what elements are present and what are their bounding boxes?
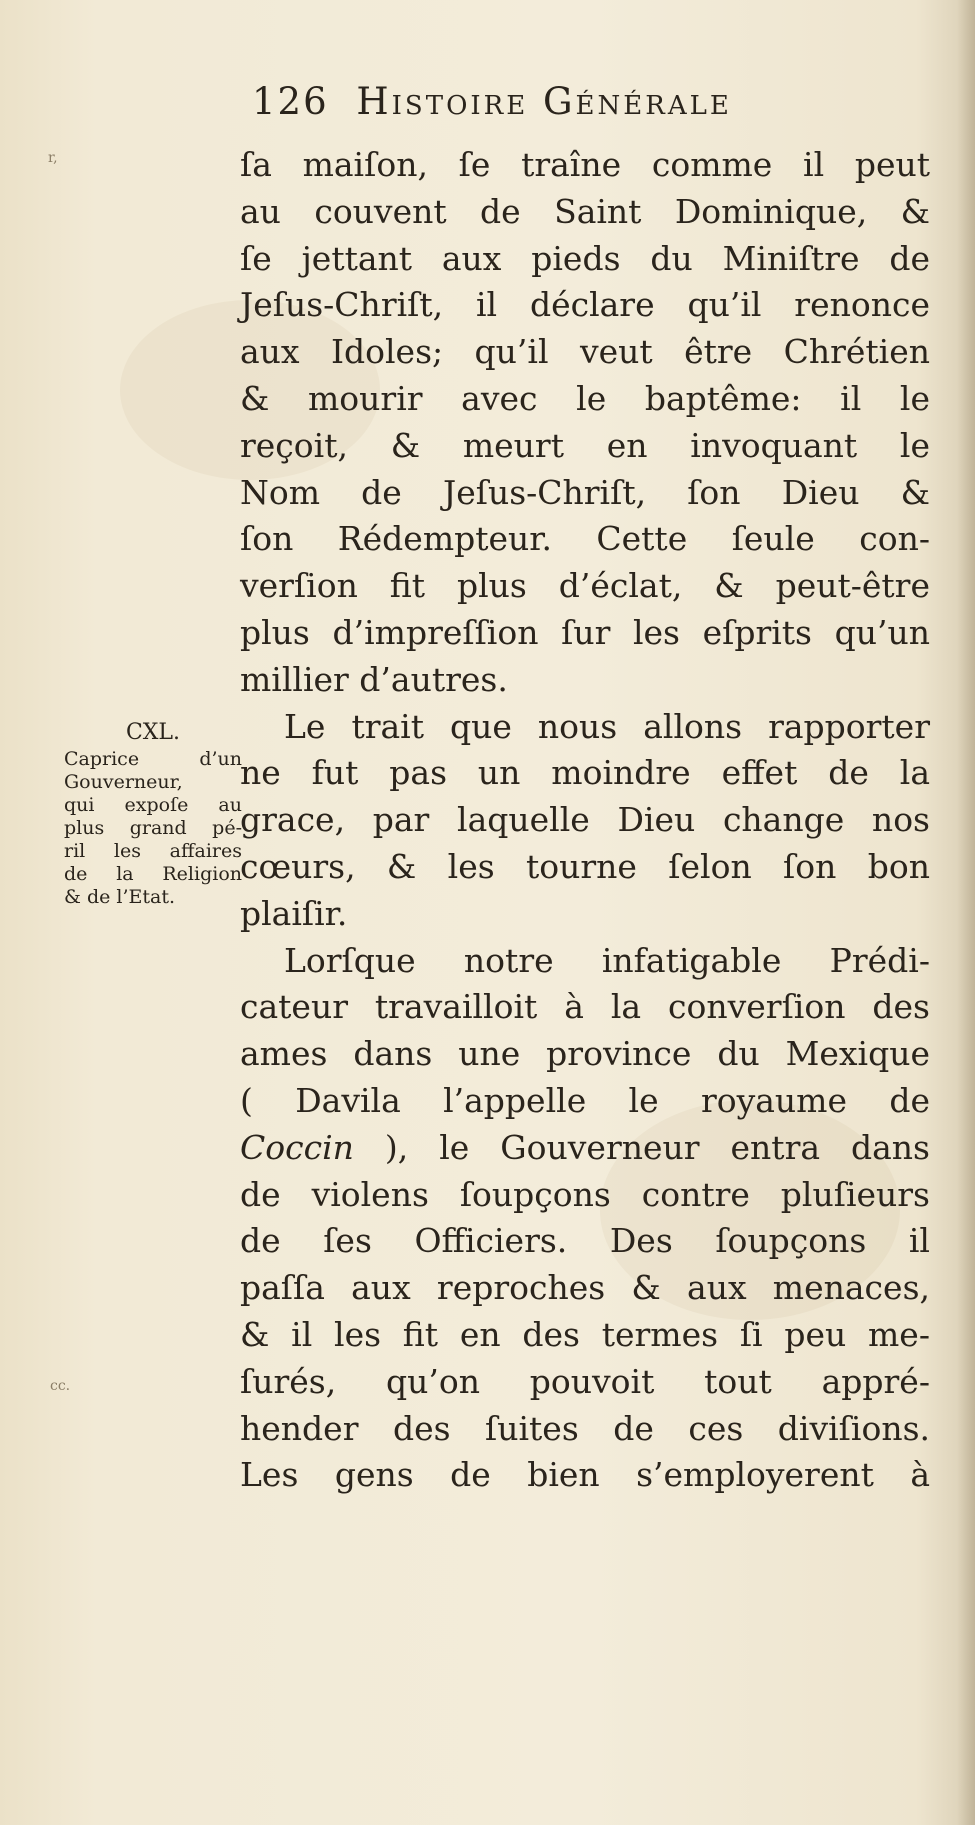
marginal-mark: cc. [50,1378,71,1394]
text-line: & il les fit en des termes ſi peu me- [240,1314,930,1354]
marginal-note-line: & de l’Etat. [64,886,176,908]
text-line: ſe jettant aux pieds du Miniſtre de [240,238,930,278]
marginal-note-line: ril les affaires [64,840,242,862]
marginal-note-line: Gouverneur, [64,771,183,793]
text-line: aux Idoles; qu’il veut être Chrétien [240,332,930,372]
text-line: plus d’impreſſion ſur les eſprits qu’un [240,612,930,652]
running-title: Histoire Générale [356,80,732,123]
text-line: hender des ſuites de ces diviſions. [240,1408,930,1448]
text-line: ſurés, qu’on pouvoit tout appré- [240,1361,930,1401]
page-edge-shadow [957,0,975,1825]
text-line: grace, par laquelle Dieu change nos [240,800,930,840]
marginal-note-line: qui expoſe au [64,794,242,816]
marginal-note [64,720,242,909]
text-line: & mourir avec le baptême: il le [240,378,930,418]
marginal-note-number: CXL. [125,720,181,745]
text-line: Jeſus-Chriſt, il déclare qu’il renonce [240,285,930,325]
page-number: 126 [252,80,329,123]
text-line: ſa maiſon, ſe traîne comme il peut [240,145,930,184]
italic-place-name: Coccin [240,1127,354,1167]
text-line: ames dans une province du Mexique [240,1034,930,1074]
text-line: verſion fit plus d’éclat, & peut-être [240,566,930,606]
text-line: Le trait que nous allons rapporter [284,706,930,746]
text-line: de violens ſoupçons contre pluſieurs [240,1174,930,1214]
marginal-note-line: plus grand pé- [64,817,242,839]
text-line: de ſes Officiers. Des ſoupçons il [240,1221,930,1261]
text-line: plaiſir. [240,893,348,933]
page-header [252,80,892,130]
text-line: paſſa aux reproches & aux menaces, [240,1268,930,1308]
text-line: ( Davila l’appelle le royaume de [240,1080,930,1120]
text-line: ſon Rédempteur. Cette ſeule con- [240,519,930,559]
text-line: au couvent de Saint Dominique, & [240,191,930,231]
text-line: Coccin ), le Gouverneur entra dans [240,1127,930,1167]
marginal-note-line: de la Religion [64,863,242,885]
body-text [240,142,930,1499]
text-line: cateur travailloit à la converſion des [240,987,930,1027]
marginal-note-line: Caprice d’un [64,748,242,770]
text-line: Les gens de bien s’employerent à [240,1455,930,1495]
text-line: reçoit, & meurt en invoquant le [240,425,930,465]
marginal-mark: r, [48,150,58,166]
text-line: Nom de Jeſus-Chriſt, ſon Dieu & [240,472,930,512]
text-line: Lorſque notre infatigable Prédi- [284,940,930,980]
text-line: millier d’autres. [240,659,508,699]
text-line: cœurs, & les tourne ſelon ſon bon [240,846,930,886]
text-line: ne fut pas un moindre effet de la [240,753,930,793]
